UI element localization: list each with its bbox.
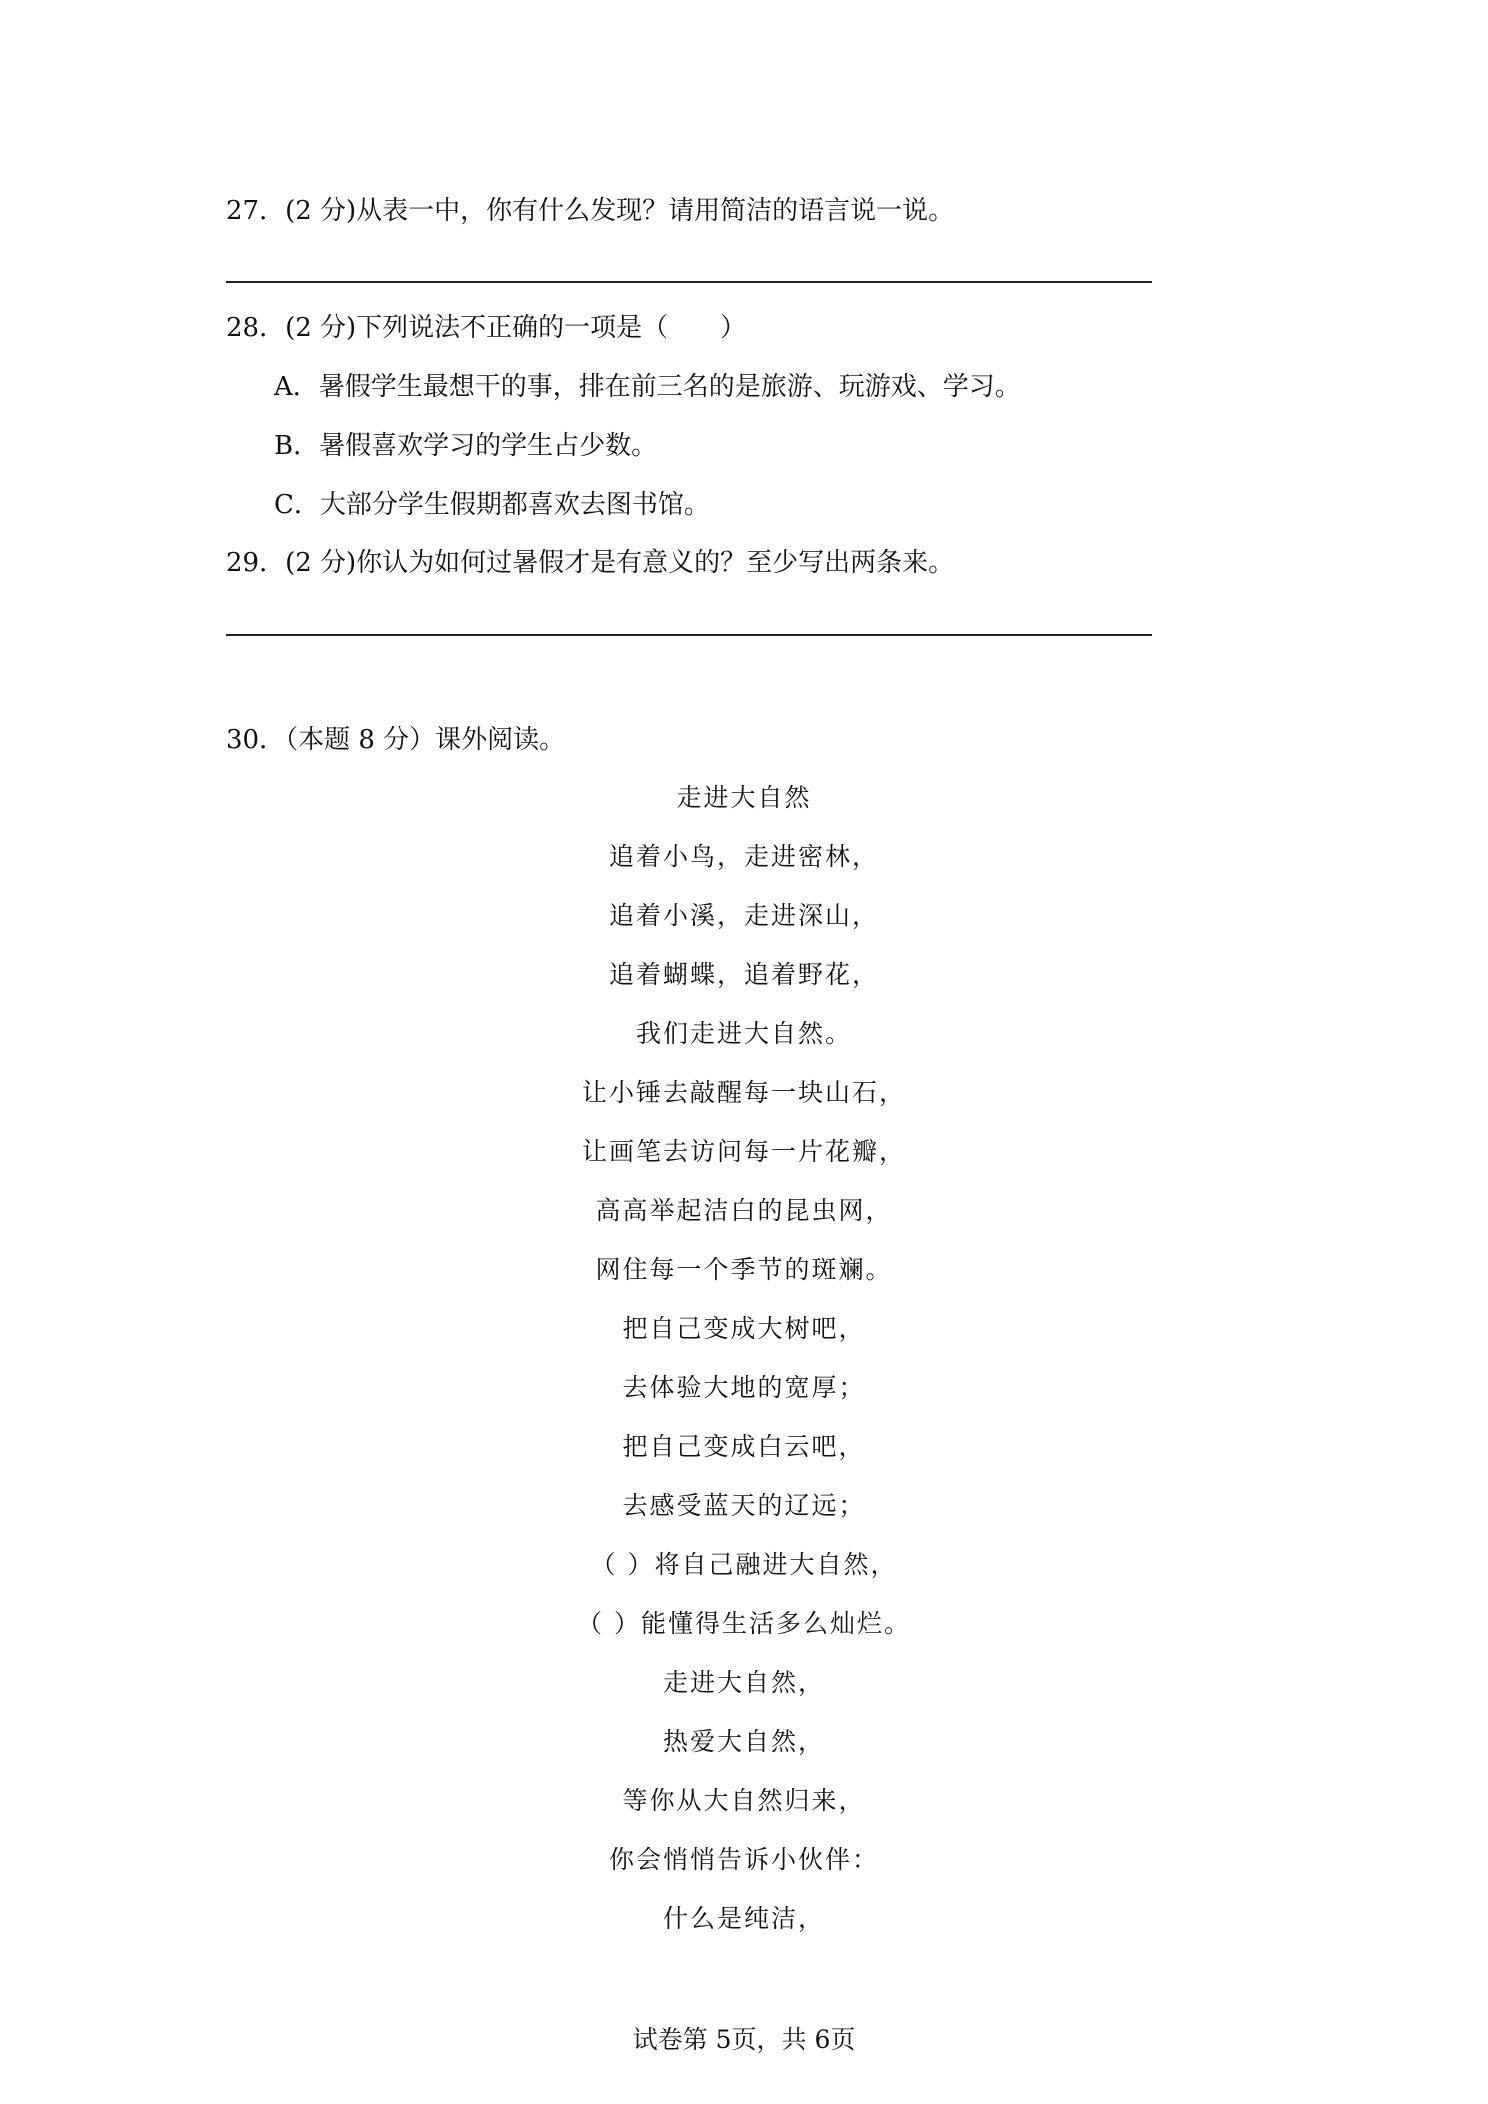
poem-line: 热爱大自然， bbox=[662, 1727, 825, 1756]
question-27: 27．(2 分)从表一中，你有什么发现？请用简洁的语言说一说。 bbox=[226, 196, 955, 226]
poem-title: 走进大自然 bbox=[676, 783, 812, 812]
poem-line: 你会悄悄告诉小伙伴： bbox=[608, 1845, 879, 1874]
poem-line: 让小锤去敲醒每一块山石， bbox=[581, 1078, 906, 1107]
poem-line: 走进大自然， bbox=[662, 1668, 825, 1697]
option-c[interactable]: C．大部分学生假期都喜欢去图书馆。 bbox=[274, 490, 710, 520]
poem-line: 让画笔去访问每一片花瓣， bbox=[581, 1137, 906, 1166]
poem-blank-line[interactable]: （ ）将自己融进大自然， bbox=[590, 1550, 898, 1579]
option-b[interactable]: B．暑假喜欢学习的学生占少数。 bbox=[274, 431, 658, 461]
poem-line: 去感受蓝天的辽远； bbox=[622, 1491, 866, 1520]
poem-line: 高高举起洁白的昆虫网， bbox=[595, 1196, 893, 1225]
poem-line: 等你从大自然归来， bbox=[622, 1786, 866, 1815]
poem-line: 我们走进大自然。 bbox=[635, 1019, 852, 1048]
poem-line: 把自己变成大树吧， bbox=[622, 1314, 866, 1343]
poem-line: 网住每一个季节的斑斓。 bbox=[595, 1255, 893, 1284]
answer-line-29[interactable] bbox=[226, 634, 1152, 636]
poem-line: 去体验大地的宽厚； bbox=[622, 1373, 866, 1402]
page-footer: 试卷第 5页，共 6页 bbox=[632, 2025, 856, 2054]
poem-line: 追着蝴蝶，追着野花， bbox=[608, 960, 879, 989]
answer-line-27[interactable] bbox=[226, 281, 1152, 283]
question-28: 28．(2 分)下列说法不正确的一项是（ ） bbox=[226, 313, 747, 343]
poem-line: 追着小溪，走进深山， bbox=[608, 901, 879, 930]
poem-blank-line[interactable]: （ ）能懂得生活多么灿烂。 bbox=[577, 1609, 911, 1638]
question-30: 30．（本题 8 分）课外阅读。 bbox=[226, 725, 566, 755]
poem-line: 追着小鸟，走进密林， bbox=[608, 842, 879, 871]
question-29: 29．(2 分)你认为如何过暑假才是有意义的？至少写出两条来。 bbox=[226, 548, 955, 578]
option-a[interactable]: A．暑假学生最想干的事，排在前三名的是旅游、玩游戏、学习。 bbox=[274, 372, 1021, 402]
poem-line: 把自己变成白云吧， bbox=[622, 1432, 866, 1461]
poem-line: 什么是纯洁， bbox=[662, 1904, 825, 1933]
